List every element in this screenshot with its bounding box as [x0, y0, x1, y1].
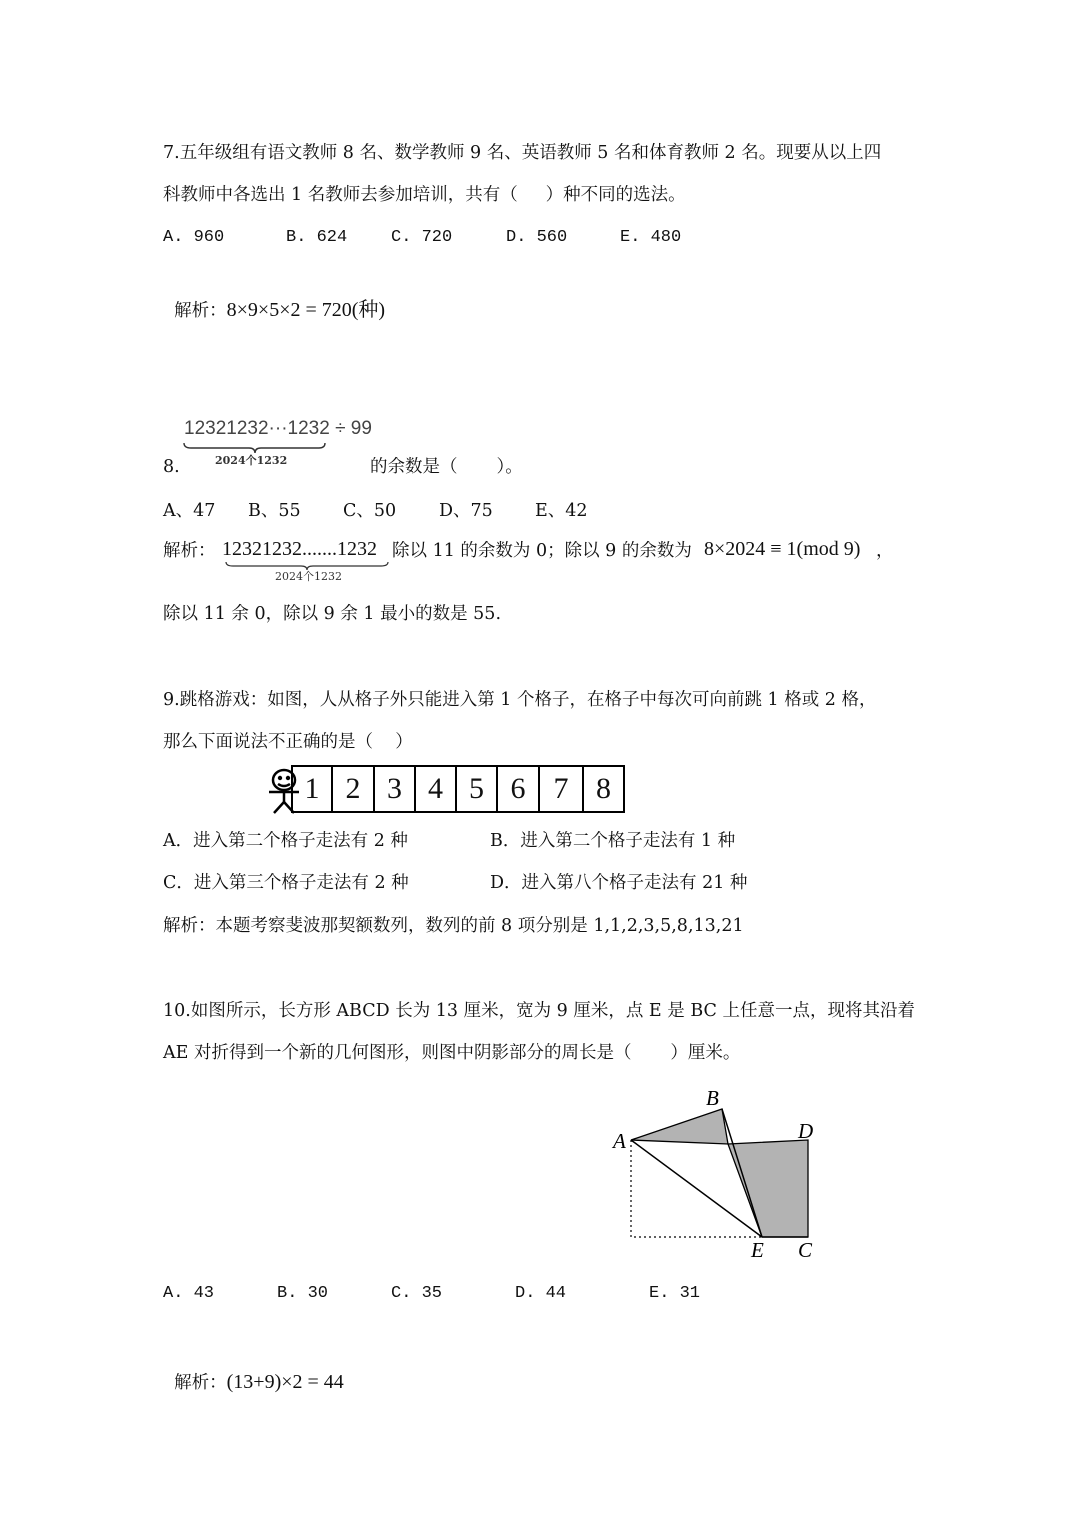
q10-line-1: 10.如图所示，长方形 ABCD 长为 13 厘米，宽为 9 厘米，点 E 是 BC 上任意一点，现将其沿着 — [163, 1001, 915, 1021]
grid-cell-2: 2 — [331, 765, 375, 813]
q8-option-b: B、55 — [248, 501, 301, 521]
q8-analysis-mid: 除以 11 的余数为 0；除以 9 的余数为 — [392, 541, 692, 561]
q7-option-b: B. 624 — [286, 228, 348, 247]
q8-analysis-tail: ， — [876, 541, 894, 561]
q8-question-tail: 的余数是（ ）。 — [370, 457, 523, 477]
q9-line-2: 那么下面说法不正确的是（ ） — [163, 732, 413, 752]
q8-option-a: A、47 — [163, 501, 216, 521]
q9-option-b: B．进入第二个格子走法有 1 种 — [490, 831, 736, 851]
q8-option-d: D、75 — [439, 501, 493, 521]
q8-brace-subscript: 2024个1232 — [215, 454, 288, 467]
q7-option-d: D. 560 — [506, 228, 568, 247]
fold-rectangle-figure — [600, 1080, 830, 1270]
analysis-expression: (13+9)×2 = 44 — [226, 1371, 344, 1393]
q8-option-e: E、42 — [535, 501, 588, 521]
q8-brace-number: 12321232···1232 ÷ 99 — [184, 418, 372, 439]
grid-cell-1: 1 — [291, 765, 333, 813]
q7-option-c: C. 720 — [391, 228, 453, 247]
q8-analysis-label: 解析： — [163, 541, 216, 561]
q7-line-2: 科教师中各选出 1 名教师去参加培训，共有（ ）种不同的选法。 — [163, 185, 686, 205]
q7-option-a: A. 960 — [163, 228, 225, 247]
grid-cell-8: 8 — [582, 765, 625, 813]
label-b: B — [706, 1086, 719, 1110]
analysis-label: 解析： — [174, 1373, 227, 1393]
q9-option-d: D．进入第八个格子走法有 21 种 — [490, 873, 748, 893]
q7-option-e: E. 480 — [620, 228, 682, 247]
label-d: D — [798, 1119, 814, 1143]
q8-analysis-subscript: 2024个1232 — [275, 570, 342, 583]
analysis-label: 解析： — [174, 301, 227, 321]
analysis-expression: 8×9×5×2 = 720(种) — [226, 299, 386, 321]
q10-option-d: D. 44 — [515, 1284, 567, 1303]
label-a: A — [613, 1129, 626, 1153]
q10-line-2: AE 对折得到一个新的几何图形，则图中阴影部分的周长是（ ）厘米。 — [163, 1043, 741, 1063]
shaded-quadrilateral — [728, 1140, 808, 1237]
grid-cell-6: 6 — [496, 765, 540, 813]
grid-cell-5: 5 — [455, 765, 498, 813]
q8-analysis-number: 12321232.......1232 — [222, 538, 377, 560]
q8-analysis-line-2: 除以 11 余 0，除以 9 余 1 最小的数是 55. — [163, 604, 502, 624]
q7-analysis — [163, 274, 385, 323]
label-c: C — [798, 1238, 813, 1262]
q10-option-e: E. 31 — [649, 1284, 701, 1303]
q10-option-a: A. 43 — [163, 1284, 215, 1303]
q10-analysis — [163, 1346, 344, 1395]
q9-analysis: 解析：本题考察斐波那契额数列，数列的前 8 项分别是 1,1,2,3,5,8,13,21 — [163, 916, 744, 936]
grid-cell-7: 7 — [538, 765, 584, 813]
q9-option-a: A．进入第二个格子走法有 2 种 — [163, 831, 408, 851]
label-e: E — [751, 1238, 764, 1262]
grid-cell-4: 4 — [414, 765, 457, 813]
q8-number: 8. — [163, 457, 180, 477]
q10-option-b: B. 30 — [277, 1284, 329, 1303]
q8-analysis-expression: 8×2024 ≡ 1(mod 9) — [704, 538, 861, 560]
q9-line-1: 9.跳格游戏：如图，人从格子外只能进入第 1 个格子，在格子中每次可向前跳 1 格或 2 格， — [163, 690, 877, 710]
q10-option-c: C. 35 — [391, 1284, 443, 1303]
q9-option-c: C．进入第三个格子走法有 2 种 — [163, 873, 409, 893]
grid-cell-3: 3 — [373, 765, 416, 813]
q7-line-1: 7.五年级组有语文教师 8 名、数学教师 9 名、英语教师 5 名和体育教师 2 名。现要从以上四 — [163, 143, 882, 163]
shaded-triangle — [631, 1109, 728, 1144]
q8-option-c: C、50 — [343, 501, 397, 521]
